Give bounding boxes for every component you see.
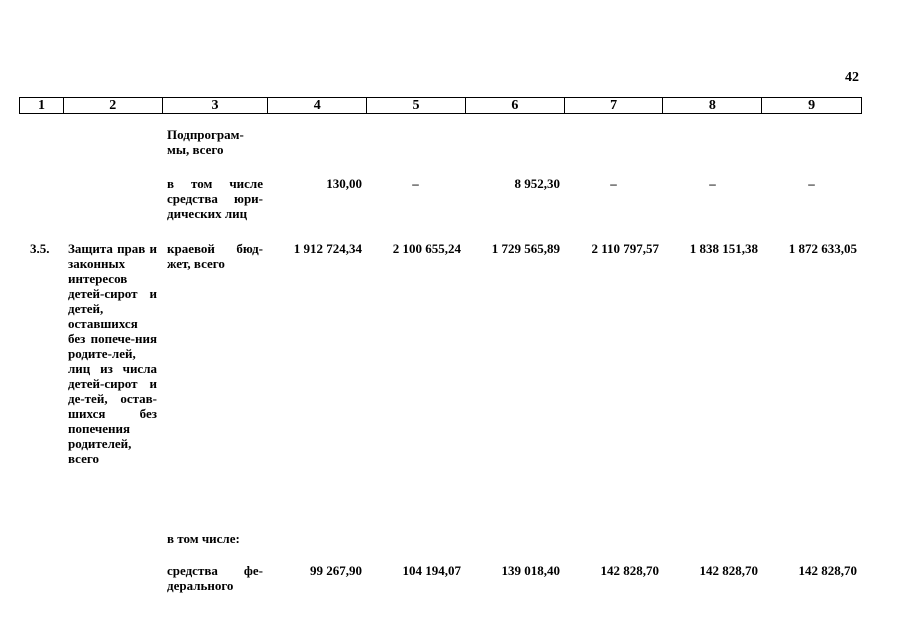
row-federal-funds-col8: 142 828,70 xyxy=(699,563,758,578)
row-3-5-col9: 1 872 633,05 xyxy=(788,241,857,256)
row-federal-funds-col4: 99 267,90 xyxy=(310,563,362,578)
row-legal-entities-col8: – xyxy=(709,176,716,191)
header-col-1: 1 xyxy=(20,98,64,113)
row-legal-entities-col9: – xyxy=(808,176,815,191)
row-3-5-col8: 1 838 151,38 xyxy=(689,241,758,256)
header-col-4: 4 xyxy=(268,98,367,113)
row-federal-funds-col6: 139 018,40 xyxy=(501,563,560,578)
row-legal-entities-col5: – xyxy=(412,176,419,191)
header-col-7: 7 xyxy=(565,98,664,113)
row-legal-entities-col7: – xyxy=(610,176,617,191)
row-3-5-number: 3.5. xyxy=(30,241,50,256)
row-subprogram-total-label: Подпрограм- мы, всего xyxy=(167,127,244,157)
row-3-5-col7: 2 110 797,57 xyxy=(591,241,659,256)
row-including-label: в том числе: xyxy=(167,531,240,546)
row-legal-entities-label: в том числе средства юри-дических лиц xyxy=(167,176,263,221)
row-3-5-col5: 2 100 655,24 xyxy=(392,241,461,256)
table-header-row xyxy=(19,97,862,114)
row-legal-entities-col6: 8 952,30 xyxy=(514,176,560,191)
row-federal-funds-col7: 142 828,70 xyxy=(600,563,659,578)
header-col-5: 5 xyxy=(367,98,466,113)
header-col-2: 2 xyxy=(64,98,163,113)
row-3-5-col4: 1 912 724,34 xyxy=(293,241,362,256)
header-col-3: 3 xyxy=(163,98,269,113)
row-3-5-col6: 1 729 565,89 xyxy=(491,241,560,256)
row-3-5-description: Защита прав и законных интересов детей-сирот и детей, оставшихся без попече-ния родите-лей, лиц из числа детей-сирот и де-тей, остав-шихся без попечения родителей, всего xyxy=(68,241,157,466)
header-col-6: 6 xyxy=(466,98,565,113)
row-legal-entities-col4: 130,00 xyxy=(326,176,362,191)
header-col-9: 9 xyxy=(808,98,816,113)
row-federal-funds-col9: 142 828,70 xyxy=(798,563,857,578)
row-federal-funds-label: средства фе-дерального xyxy=(167,563,263,593)
row-federal-funds-col5: 104 194,07 xyxy=(402,563,461,578)
header-col-8: 8 xyxy=(663,98,762,113)
row-3-5-budget-label: краевой бюд-жет, всего xyxy=(167,241,263,271)
page-number: 42 xyxy=(845,70,859,85)
